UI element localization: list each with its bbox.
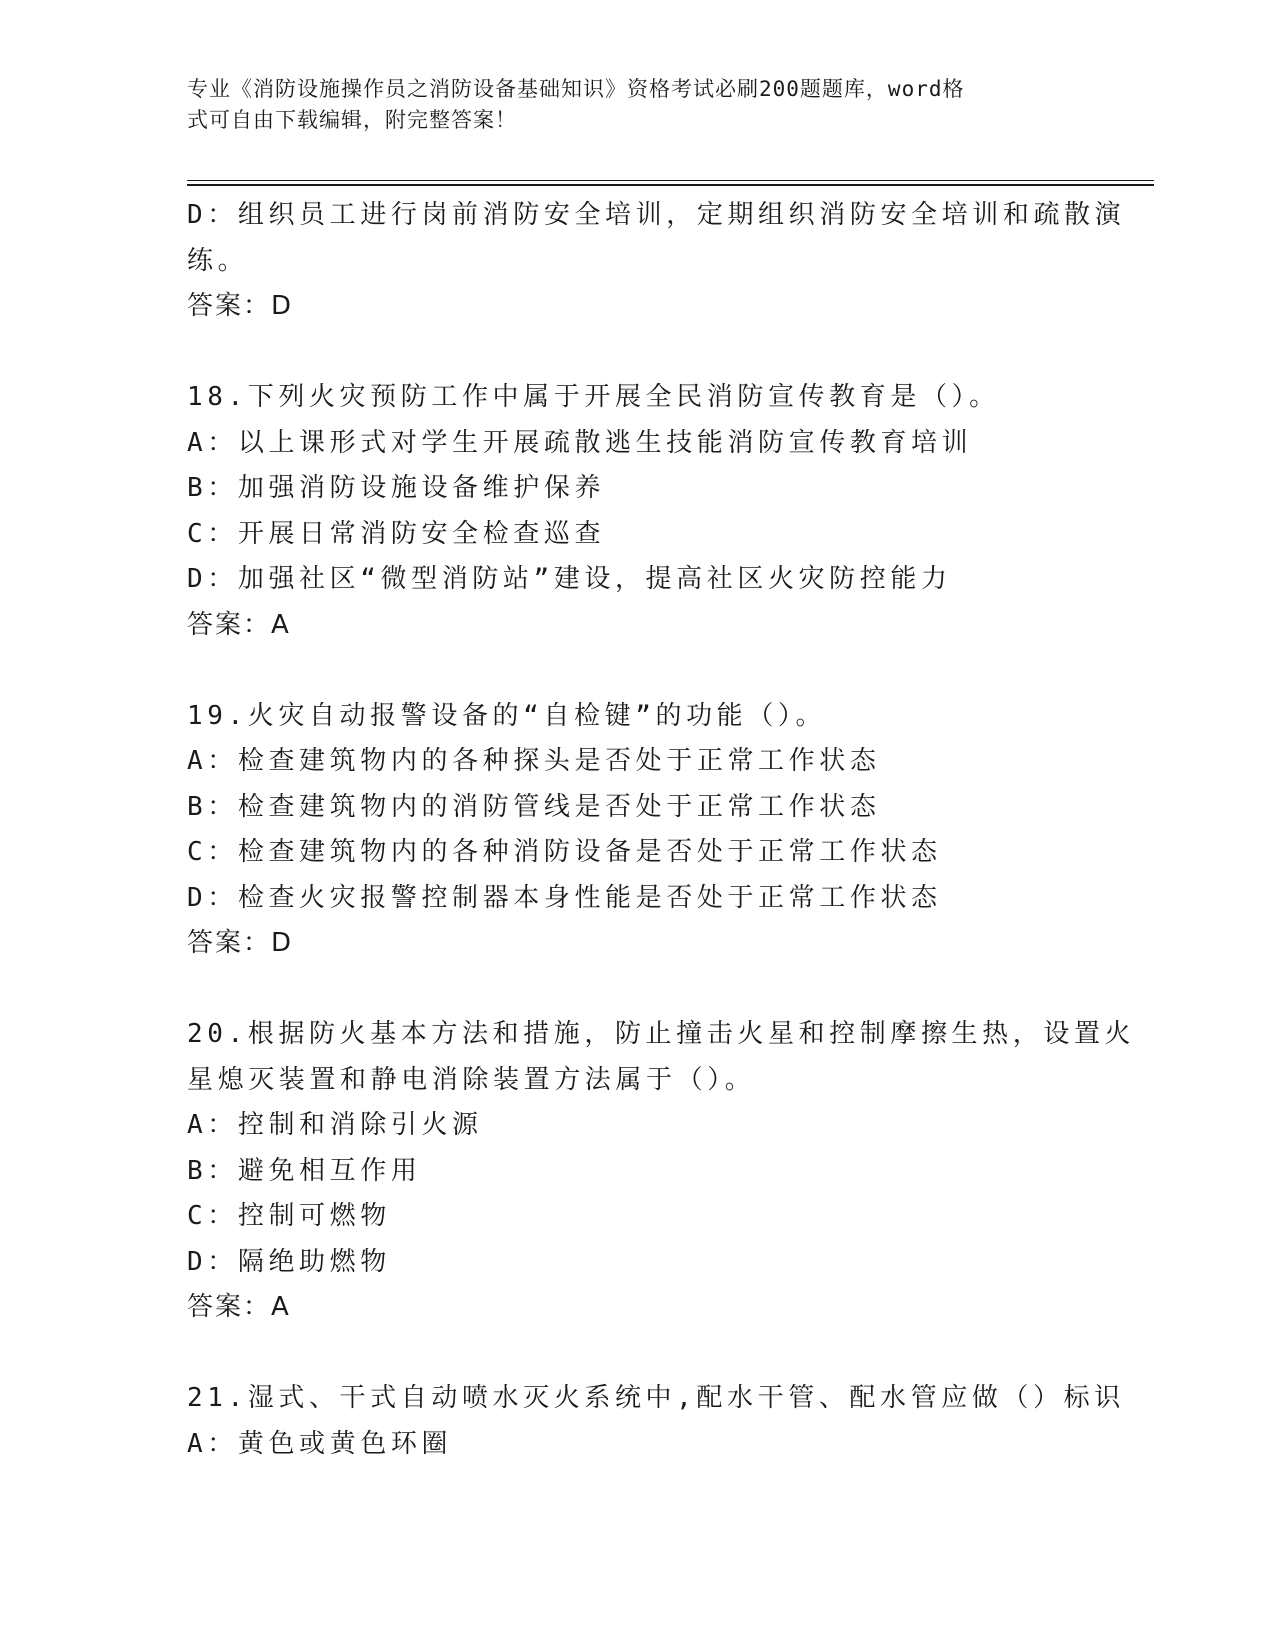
spacer xyxy=(187,967,1087,1013)
option-b: B：避免相互作用 xyxy=(187,1155,422,1186)
option-a: A：检查建筑物内的各种探头是否处于正常工作状态 xyxy=(187,746,881,776)
option-a: A：以上课形式对学生开展疏散逃生技能消防宣传教育培训 xyxy=(187,427,973,458)
answer-line: 答案：D xyxy=(187,291,294,321)
question-stem: 20.根据防火基本方法和措施，防止撞击火星和控制摩擦生热，设置火 xyxy=(187,1019,1136,1049)
header-line-2: 式可自由下载编辑，附完整答案！ xyxy=(187,108,517,132)
option-c: C：控制可燃物 xyxy=(187,1201,391,1231)
answer-line: 答案：A xyxy=(187,609,291,640)
header-divider-thick xyxy=(187,184,1154,186)
spacer xyxy=(187,330,1087,376)
option-line: 练。 xyxy=(187,245,249,276)
option-c: C：检查建筑物内的各种消防设备是否处于正常工作状态 xyxy=(187,837,942,867)
answer-line: 答案：D xyxy=(187,928,294,958)
header-line-1: 专业《消防设施操作员之消防设备基础知识》资格考试必刷200题题库，word格 xyxy=(187,77,965,101)
question-18 xyxy=(187,375,1087,648)
spacer xyxy=(187,1331,1087,1377)
question-21 xyxy=(187,1376,1125,1467)
option-b: B：加强消防设施设备维护保养 xyxy=(187,473,606,503)
question-19 xyxy=(187,694,1087,967)
question-stem: 19.火灾自动报警设备的“自检键”的功能（）。 xyxy=(187,700,827,731)
option-d: D：检查火灾报警控制器本身性能是否处于正常工作状态 xyxy=(187,882,942,913)
option-b: B：检查建筑物内的消防管线是否处于正常工作状态 xyxy=(187,791,881,822)
option-d: D：隔绝助燃物 xyxy=(187,1246,391,1277)
answer-line: 答案：A xyxy=(187,1292,291,1322)
spacer xyxy=(187,648,1087,694)
question-20 xyxy=(187,1012,1136,1331)
question-carryover xyxy=(187,193,1126,330)
option-c: C：开展日常消防安全检查巡查 xyxy=(187,518,606,549)
option-a: A：控制和消除引火源 xyxy=(187,1110,483,1140)
option-d: D：加强社区“微型消防站”建设，提高社区火灾防控能力 xyxy=(187,564,952,594)
question-stem: 18.下列火灾预防工作中属于开展全民消防宣传教育是（）。 xyxy=(187,382,1000,412)
question-stem: 21.湿式、干式自动喷水灭火系统中,配水干管、配水管应做（）标识 xyxy=(187,1383,1125,1413)
document-header xyxy=(187,74,1067,136)
question-stem-continued: 星熄灭装置和静电消除装置方法属于（）。 xyxy=(187,1064,756,1095)
option-line: D：组织员工进行岗前消防安全培训，定期组织消防安全培训和疏散演 xyxy=(187,200,1126,230)
question-list xyxy=(187,193,1136,1467)
option-a: A：黄色或黄色环圈 xyxy=(187,1428,453,1459)
header-divider-thin xyxy=(187,180,1154,181)
